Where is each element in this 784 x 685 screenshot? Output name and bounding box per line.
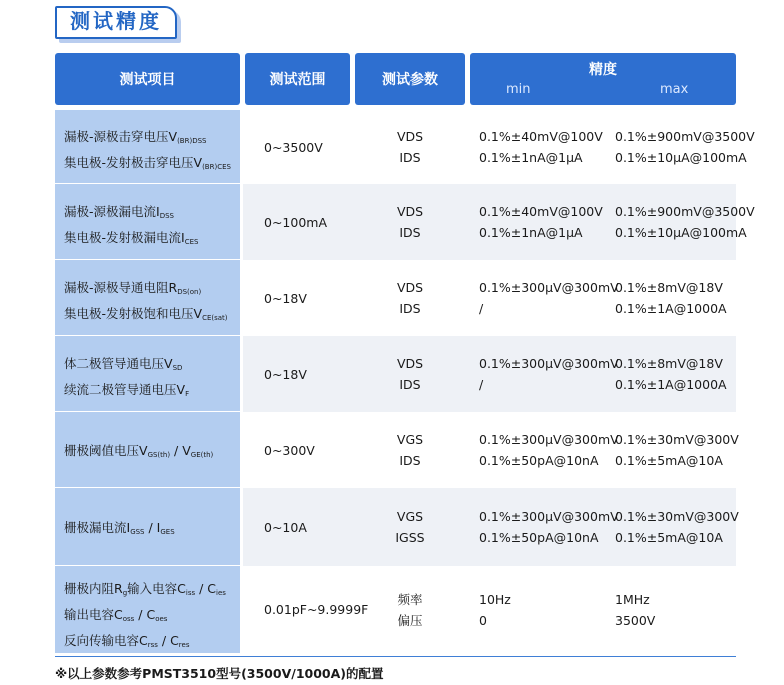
- test-item-subscript: (BR)CES: [202, 163, 231, 171]
- test-item-text: 漏极-源极漏电流I: [64, 204, 160, 219]
- accuracy-max-cell: [615, 277, 727, 319]
- row-separator: [55, 411, 240, 412]
- test-item-subscript: res: [178, 641, 190, 649]
- test-param-line: 偏压: [397, 612, 423, 628]
- header-param: 测试参数: [355, 53, 465, 105]
- accuracy-min-cell: [479, 126, 603, 168]
- accuracy-min-line: 0.1%±50pA@10nA: [479, 453, 599, 468]
- test-item-text: 漏极-源极击穿电压V: [64, 129, 178, 144]
- test-range-cell: 0~18V: [264, 290, 307, 306]
- row-separator: [55, 565, 240, 566]
- row-separator: [55, 487, 240, 488]
- test-item-text: 体二极管导通电压V: [64, 356, 173, 371]
- test-item-subscript: ies: [216, 589, 226, 597]
- footnote: ※以上参数参考PMST3510型号(3500V/1000A)的配置: [55, 666, 384, 681]
- test-item-text: / I: [144, 519, 161, 535]
- test-param-line: VDS: [396, 204, 424, 219]
- accuracy-max-line: 0.1%±1A@1000A: [615, 301, 727, 316]
- accuracy-min-cell: [479, 429, 619, 471]
- test-item-text: 栅极阈值电压V: [64, 442, 148, 458]
- test-item-subscript: GES: [160, 527, 175, 536]
- accuracy-max-cell: [615, 506, 739, 548]
- header-min: min: [506, 82, 531, 97]
- test-item-text: 续流二极管导通电压V: [64, 382, 186, 397]
- test-param-line: IDS: [399, 377, 421, 392]
- test-param-cell: [355, 589, 465, 631]
- test-item-text: / C: [157, 633, 179, 648]
- section-title: [55, 6, 179, 40]
- test-item-subscript: CES: [184, 238, 199, 246]
- title-text: 测试精度: [70, 9, 162, 33]
- accuracy-min-cell: [479, 506, 619, 548]
- test-item-text: 集电极-发射极漏电流I: [64, 230, 185, 245]
- test-param-cell: [355, 277, 465, 319]
- header-item: 测试项目: [55, 53, 240, 105]
- test-range-cell: 0.01pF~9.9999F: [264, 602, 369, 617]
- test-param-line: IGSS: [395, 530, 425, 545]
- test-range-cell: 0~18V: [264, 366, 307, 382]
- accuracy-min-line: 0.1%±300μV@300mV: [479, 356, 619, 371]
- accuracy-max-cell: [615, 126, 755, 168]
- header-max: max: [660, 82, 689, 97]
- test-item-cell: [64, 126, 231, 178]
- test-item-text: 栅极内阻R: [64, 581, 123, 596]
- test-item-subscript: oss: [122, 615, 135, 623]
- accuracy-min-cell: [479, 277, 619, 319]
- row-separator: [55, 335, 240, 336]
- test-item-text: / C: [195, 581, 217, 596]
- test-param-line: VGS: [396, 509, 424, 524]
- test-item-text: 栅极漏电流I: [64, 519, 131, 535]
- accuracy-min-cell: [479, 353, 619, 395]
- test-item-text: 输出电容C: [64, 607, 123, 622]
- accuracy-max-line: 0.1%±10μA@100mA: [615, 225, 747, 240]
- row-separator: [55, 259, 240, 260]
- accuracy-max-cell: [615, 589, 655, 631]
- test-item-text: 集电极-发射极饱和电压V: [64, 306, 203, 321]
- test-item-line: [64, 517, 175, 543]
- test-item-text: 反向传输电容C: [64, 633, 148, 648]
- test-range-cell: 0~100mA: [264, 214, 328, 230]
- test-param-line: VGS: [396, 432, 424, 447]
- accuracy-min-line: 0.1%±40mV@100V: [479, 129, 603, 144]
- test-param-cell: [355, 506, 465, 548]
- header-range: 测试范围: [245, 53, 350, 105]
- test-param-line: VDS: [396, 356, 424, 371]
- test-param-line: IDS: [399, 150, 421, 165]
- test-item-subscript: g: [122, 589, 128, 597]
- accuracy-min-line: 0.1%±300μV@300mV: [479, 432, 619, 447]
- accuracy-min-line: 0.1%±1nA@1μA: [479, 150, 583, 165]
- test-item-cell: [64, 201, 198, 253]
- accuracy-max-cell: [615, 353, 727, 395]
- accuracy-max-line: 0.1%±5mA@10A: [615, 453, 723, 468]
- test-item-line: [64, 353, 189, 379]
- accuracy-max-line: 0.1%±1A@1000A: [615, 377, 727, 392]
- test-item-subscript: SD: [172, 364, 183, 372]
- test-item-line: [64, 126, 231, 152]
- test-item-text: 漏极-源极导通电阻R: [64, 280, 178, 295]
- test-item-line: [64, 227, 198, 253]
- test-item-subscript: rss: [147, 641, 158, 649]
- accuracy-min-line: 10Hz: [479, 591, 511, 607]
- test-param-line: IDS: [399, 453, 421, 468]
- test-item-subscript: DSS: [159, 212, 174, 220]
- accuracy-min-line: 0: [479, 612, 487, 628]
- test-item-subscript: DS(on): [177, 288, 202, 296]
- test-param-cell: [355, 429, 465, 471]
- test-item-subscript: iss: [185, 589, 196, 597]
- test-item-line: [64, 201, 198, 227]
- test-item-subscript: GS(th): [147, 450, 171, 459]
- row-separator: [55, 183, 240, 184]
- accuracy-max-line: 0.1%±30mV@300V: [615, 432, 739, 447]
- test-item-line: [64, 303, 228, 329]
- footer-divider: [55, 656, 736, 657]
- accuracy-min-line: 0.1%±300μV@300mV: [479, 280, 619, 295]
- accuracy-max-line: 0.1%±10μA@100mA: [615, 150, 747, 165]
- accuracy-min-line: /: [479, 377, 484, 392]
- test-item-line: [64, 578, 226, 604]
- test-item-subscript: F: [185, 390, 190, 398]
- test-range-cell: 0~3500V: [264, 139, 323, 155]
- test-param-line: VDS: [396, 280, 424, 295]
- test-param-line: VDS: [396, 129, 424, 144]
- header-accuracy: [470, 53, 736, 105]
- test-range-cell: 0~10A: [264, 519, 307, 535]
- test-item-line: [64, 379, 189, 405]
- accuracy-max-cell: [615, 429, 739, 471]
- accuracy-min-line: 0.1%±1nA@1μA: [479, 225, 583, 240]
- accuracy-min-cell: [479, 589, 511, 631]
- test-item-text: / C: [134, 607, 156, 622]
- accuracy-max-line: 3500V: [615, 612, 656, 628]
- accuracy-max-line: 0.1%±8mV@18V: [615, 356, 723, 371]
- accuracy-max-line: 0.1%±5mA@10A: [615, 530, 723, 545]
- test-item-line: [64, 440, 213, 466]
- test-range-cell: 0~300V: [264, 442, 315, 458]
- test-item-text: / V: [170, 442, 191, 458]
- test-item-cell: [64, 578, 226, 656]
- accuracy-max-line: 0.1%±900mV@3500V: [615, 204, 755, 219]
- test-param-cell: [355, 126, 465, 168]
- test-item-subscript: oes: [155, 615, 168, 623]
- accuracy-min-cell: [479, 201, 603, 243]
- test-item-cell: [64, 440, 213, 466]
- accuracy-max-cell: [615, 201, 755, 243]
- accuracy-max-line: 0.1%±900mV@3500V: [615, 129, 755, 144]
- accuracy-max-line: 1MHz: [615, 591, 650, 607]
- test-param-cell: [355, 353, 465, 395]
- test-item-cell: [64, 517, 175, 543]
- test-param-line: IDS: [399, 301, 421, 316]
- accuracy-min-line: 0.1%±300μV@300mV: [479, 509, 619, 524]
- header-accuracy-label: 精度: [589, 62, 617, 78]
- test-item-subscript: GE(th): [190, 450, 214, 459]
- test-item-line: [64, 604, 226, 630]
- accuracy-min-line: 0.1%±50pA@10nA: [479, 530, 599, 545]
- test-param-line: 频率: [397, 591, 423, 607]
- accuracy-min-line: 0.1%±40mV@100V: [479, 204, 603, 219]
- accuracy-max-line: 0.1%±8mV@18V: [615, 280, 723, 295]
- test-item-line: [64, 630, 226, 656]
- test-item-subscript: CE(sat): [202, 314, 228, 322]
- test-item-line: [64, 277, 228, 303]
- test-item-text: 集电极-发射极击穿电压V: [64, 155, 203, 170]
- test-item-subscript: (BR)DSS: [177, 137, 207, 145]
- test-item-line: [64, 152, 231, 178]
- test-param-line: IDS: [399, 225, 421, 240]
- accuracy-max-line: 0.1%±30mV@300V: [615, 509, 739, 524]
- test-item-subscript: GSS: [130, 527, 145, 536]
- accuracy-min-line: /: [479, 301, 484, 316]
- test-param-cell: [355, 201, 465, 243]
- test-item-cell: [64, 277, 228, 329]
- test-item-cell: [64, 353, 189, 405]
- test-item-text: 输入电容C: [127, 581, 186, 596]
